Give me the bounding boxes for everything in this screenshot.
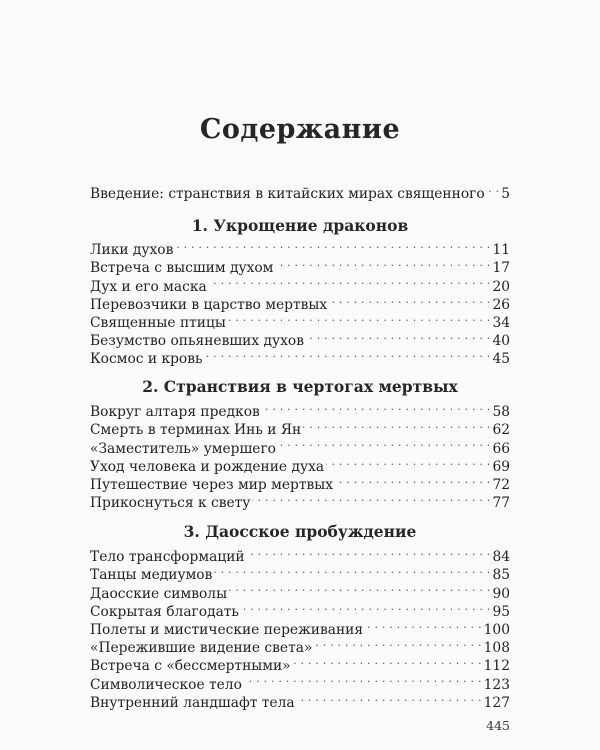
- toc-leader-dots: [365, 616, 482, 634]
- toc-entry-label: Уход человека и рождение духа: [90, 458, 325, 475]
- toc-leader-dots: [314, 634, 481, 652]
- toc-entry-page: 58: [492, 404, 510, 421]
- toc-leader-dots: [244, 670, 482, 688]
- toc-entry-page: 66: [492, 440, 510, 457]
- toc-entry: [90, 543, 510, 566]
- toc-entry-label: «Пережившие видение света»: [90, 640, 313, 657]
- toc-entry-label: Вокруг алтаря предков: [90, 404, 260, 421]
- toc-entry-page: 112: [483, 658, 510, 675]
- toc-entry-label: Полеты и мистические переживания: [90, 621, 364, 638]
- toc-leader-dots: [229, 579, 490, 597]
- toc-entry-label: Внутренний ландшафт тела: [90, 694, 295, 711]
- toc-entry-label: Прикоснуться к свету: [90, 495, 251, 512]
- toc-entry-page: 72: [492, 476, 510, 493]
- toc-leader-dots: [306, 327, 490, 345]
- section-entries: [90, 236, 510, 368]
- toc-entry-label: Безумство опьяневших духов: [90, 333, 304, 350]
- toc-entry-page: 40: [492, 333, 510, 350]
- page-title: Содержание: [199, 114, 401, 145]
- toc-leader-dots: [252, 489, 490, 507]
- toc-entry-label: Встреча с «бессмертными»: [90, 658, 291, 675]
- toc-entry-label: Путешествие через мир мертвых: [90, 476, 334, 493]
- toc-entry-label: Перевозчики в царство мертвых: [90, 296, 328, 313]
- section-heading: 3. Даосское пробуждение: [183, 522, 417, 541]
- toc-entry-page: 62: [492, 422, 510, 439]
- toc-leader-dots: [228, 309, 491, 327]
- toc-leader-dots: [209, 272, 491, 290]
- toc-entry-label: Смерть в терминах Инь и Ян: [90, 422, 302, 439]
- toc-leader-dots: [175, 236, 490, 254]
- toc-entry-label: Введение: странствия в китайских мирах священного: [90, 186, 485, 203]
- toc-entry-page: 5: [501, 186, 510, 203]
- toc-leader-dots: [293, 652, 482, 670]
- toc-entry-page: 69: [492, 458, 510, 475]
- toc-leader-dots: [326, 453, 490, 471]
- toc-entry-label: Танцы медиумов: [90, 567, 213, 584]
- toc-leader-dots: [335, 471, 490, 489]
- toc-entry: [90, 398, 510, 421]
- toc-entry-label: Символическое тело: [90, 676, 242, 693]
- toc-entry-page: 127: [483, 694, 510, 711]
- toc-entry: [90, 236, 510, 259]
- toc-entry-page: 100: [483, 621, 510, 638]
- toc-entry-page: 45: [492, 351, 510, 368]
- section-entries: [90, 398, 510, 512]
- toc-leader-dots: [247, 543, 491, 561]
- toc-entry-page: 77: [492, 495, 510, 512]
- toc-entry-page: 20: [492, 278, 510, 295]
- section-entries: [90, 543, 510, 711]
- toc-leader-dots: [204, 345, 490, 363]
- toc-entry-page: 17: [492, 260, 510, 277]
- toc-entry-label: «Заместитель» умершего: [90, 440, 276, 457]
- toc-leader-dots: [303, 416, 490, 434]
- toc-entry-page: 84: [492, 549, 510, 566]
- toc-leader-dots: [275, 254, 490, 272]
- toc-entry-page: 95: [492, 603, 510, 620]
- toc-entry-label: Лики духов: [90, 242, 174, 259]
- toc-entry-page: 26: [492, 296, 510, 313]
- toc-entry-label: Встреча с высшим духом: [90, 260, 274, 277]
- toc-entry-label: Священные птицы: [90, 314, 226, 331]
- toc-entry-label: Тело трансформаций: [90, 549, 245, 566]
- toc-leader-dots: [214, 561, 490, 579]
- toc-leader-dots: [262, 398, 491, 416]
- toc-entry-page: 108: [483, 640, 510, 657]
- page-number: 445: [486, 718, 510, 733]
- toc-entry-page: 34: [492, 314, 510, 331]
- toc-entry-page: 11: [492, 242, 510, 259]
- toc-entry-label: Даосские символы: [90, 585, 228, 602]
- toc-leader-dots: [278, 434, 490, 452]
- toc-entry-label: Космос и кровь: [90, 351, 203, 368]
- toc-leader-dots: [487, 180, 500, 198]
- toc-entry: [90, 180, 510, 203]
- toc-entry-label: Дух и его маска: [90, 278, 207, 295]
- toc-entry-page: 85: [492, 567, 510, 584]
- toc-leader-dots: [241, 598, 490, 616]
- section-heading: 2. Странствия в чертогах мертвых: [142, 377, 458, 396]
- toc-leader-dots: [297, 689, 482, 707]
- toc-entry-page: 123: [483, 676, 510, 693]
- toc-intro: [90, 180, 510, 203]
- toc-leader-dots: [329, 291, 490, 309]
- toc-entry-label: Сокрытая благодать: [90, 603, 239, 620]
- section-heading: 1. Укрощение драконов: [191, 216, 409, 235]
- toc-entry-page: 90: [492, 585, 510, 602]
